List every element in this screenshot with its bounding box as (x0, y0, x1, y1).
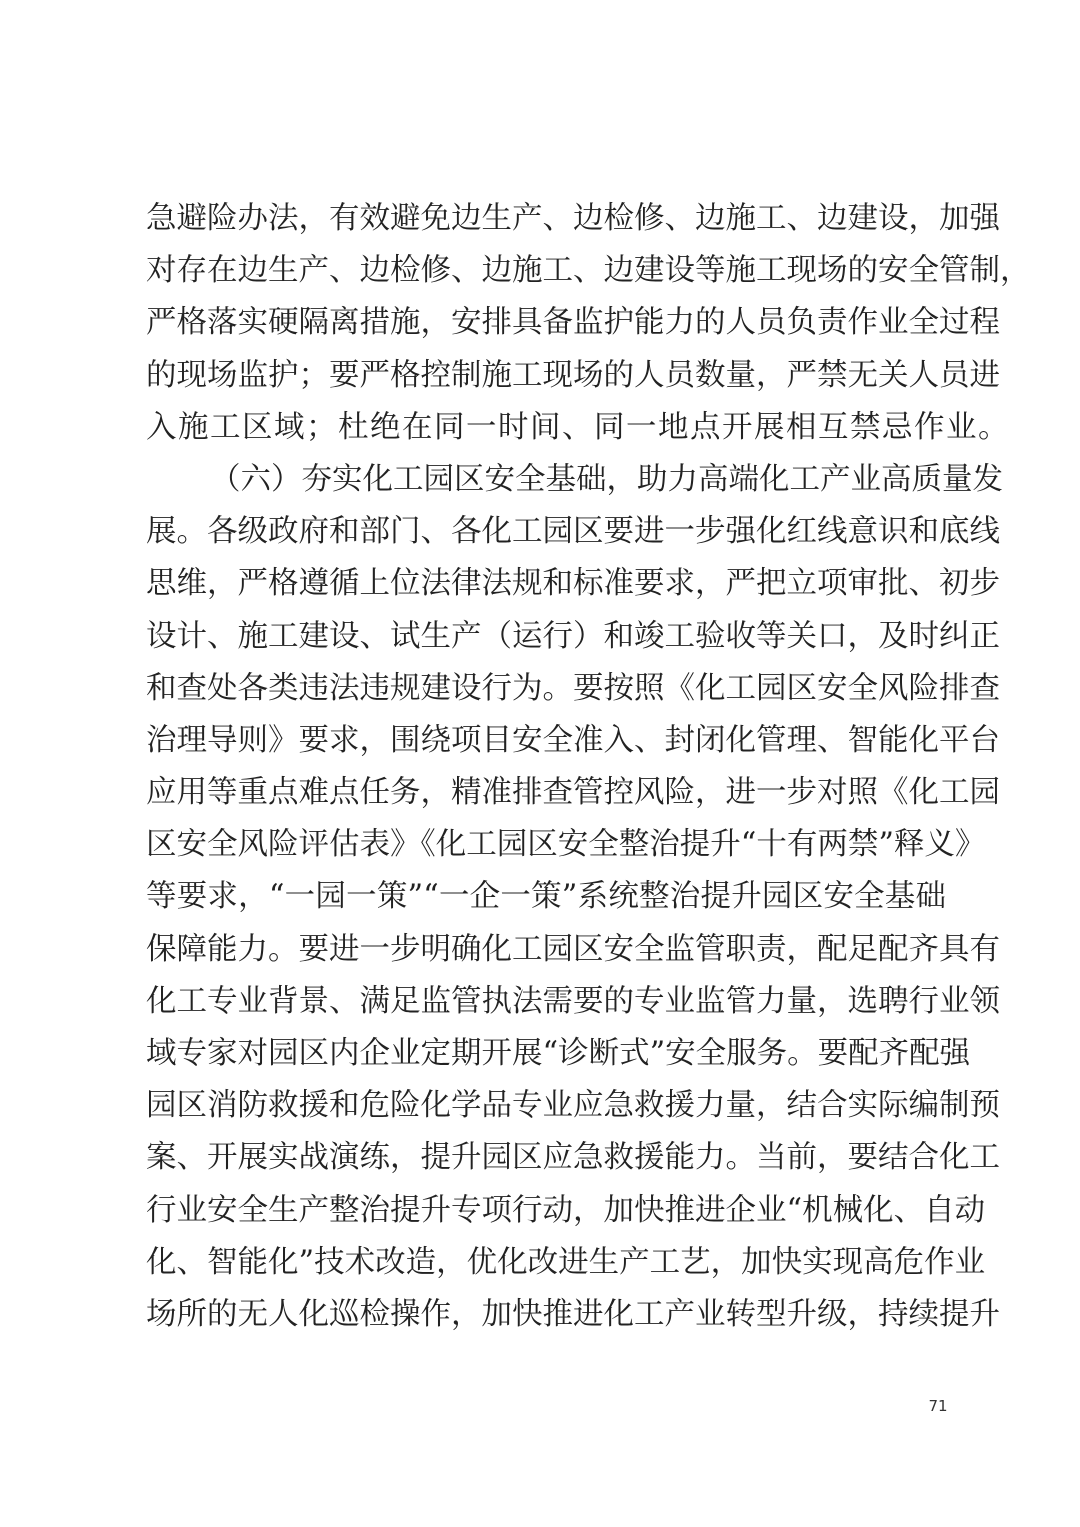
text-line: 行业安全生产整治提升专项行动，加快推进企业“机械化、自动 (146, 1192, 986, 1228)
text-line: 化工专业背景、满足监管执法需要的专业监管力量，选聘行业领 (146, 983, 1000, 1019)
text-line: 园区消防救援和危险化学品专业应急救援力量，结合实际编制预 (146, 1088, 1000, 1124)
text-line: 和查处各类违法违规建设行为。要按照《化工园区安全风险排查 (146, 670, 1000, 706)
text-line: 治理导则》要求，围绕项目安全准入、封闭化管理、智能化平台 (146, 722, 1000, 758)
page-number: 71 (928, 1397, 948, 1415)
text-line: 案、开展实战演练，提升园区应急救援能力。当前，要结合化工 (146, 1140, 1000, 1176)
text-line: 域专家对园区内企业定期开展“诊断式”安全服务。要配齐配强 (146, 1036, 971, 1071)
text-line: 严格落实硬隔离措施，安排具备监护能力的人员负责作业全过程 (146, 305, 1000, 341)
text-line: 思维，严格遵循上位法律法规和标准要求，严把立项审批、初步 (146, 566, 1000, 602)
text-line: 化、智能化”技术改造，优化改进生产工艺，加快实现高危作业 (146, 1244, 986, 1280)
text-line: 对存在边生产、边检修、边施工、边建设等施工现场的安全管制， (146, 253, 1031, 289)
text-line: 入施工区域；杜绝在同一时间、同一地点开展相互禁忌作业。 (146, 409, 1010, 445)
text-line: 场所的无人化巡检操作，加快推进化工产业转型升级，持续提升 (146, 1296, 1000, 1332)
body-text (146, 193, 1031, 1341)
section-heading-line: （六）夯实化工园区安全基础，助力高端化工产业高质量发 (210, 461, 1003, 497)
text-line: 设计、施工建设、试生产（运行）和竣工验收等关口，及时纠正 (146, 618, 1000, 654)
text-line: 区安全风险评估表》《化工园区安全整治提升“十有两禁”释义》 (146, 827, 986, 863)
text-line: 应用等重点难点任务，精准排查管控风险，进一步对照《化工园 (146, 775, 1000, 811)
text-line: 保障能力。要进一步明确化工园区安全监管职责，配足配齐具有 (146, 931, 1000, 967)
text-line: 的现场监护；要严格控制施工现场的人员数量，严禁无关人员进 (146, 357, 1000, 393)
text-line: 急避险办法，有效避免边生产、边检修、边施工、边建设，加强 (146, 201, 1000, 236)
text-line: 展。各级政府和部门、各化工园区要进一步强化红线意识和底线 (146, 514, 1000, 550)
text-line: 等要求，“一园一策”“一企一策”系统整治提升园区安全基础 (146, 879, 946, 915)
